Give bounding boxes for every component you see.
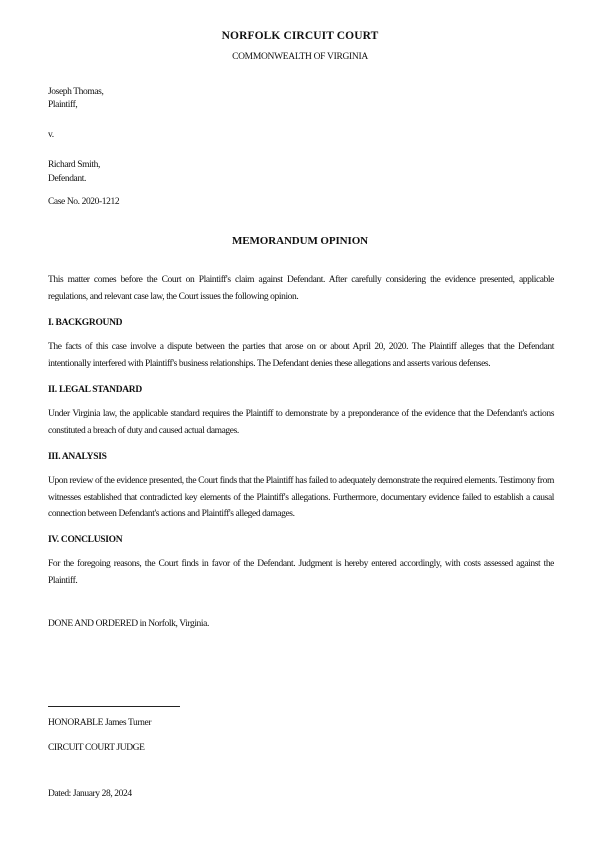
intro-paragraph: This matter comes before the Court on Plaintiff's claim against Defendant. After carefully considering the evidence presented, applicable regulations, and relevant case law, the Court issues the following opinion. bbox=[48, 275, 554, 302]
dated: Dated: January 28, 2024 bbox=[48, 789, 132, 799]
section-heading-background: I. BACKGROUND bbox=[48, 318, 123, 328]
done-and-ordered: DONE AND ORDERED in Norfolk, Virginia. bbox=[48, 619, 209, 629]
case-number: Case No. 2020-1212 bbox=[48, 197, 120, 207]
versus: v. bbox=[48, 130, 54, 140]
opinion-title: MEMORANDUM OPINION bbox=[232, 235, 368, 247]
defendant-role: Defendant. bbox=[48, 174, 86, 184]
section-body-conclusion: For the foregoing reasons, the Court finds in favor of the Defendant. Judgment is hereby entered accordingly, with costs assessed against the Plaintiff. bbox=[48, 559, 554, 586]
section-body-legal-standard: Under Virginia law, the applicable standard requires the Plaintiff to demonstrate by a preponderance of the evidence that the Defendant's actions constituted a breach of duty and caused actual damages. bbox=[48, 409, 554, 436]
plaintiff-role: Plaintiff, bbox=[48, 100, 78, 110]
jurisdiction: COMMONWEALTH OF VIRGINIA bbox=[232, 52, 368, 62]
plaintiff-name: Joseph Thomas, bbox=[48, 87, 104, 97]
judge-name: HONORABLE James Turner bbox=[48, 718, 152, 728]
court-name: NORFOLK CIRCUIT COURT bbox=[221, 30, 379, 42]
section-heading-analysis: III. ANALYSIS bbox=[48, 452, 107, 462]
defendant-name: Richard Smith, bbox=[48, 160, 100, 170]
judge-title: CIRCUIT COURT JUDGE bbox=[48, 743, 145, 753]
signature-line bbox=[48, 706, 180, 707]
section-heading-legal-standard: II. LEGAL STANDARD bbox=[48, 385, 142, 395]
section-body-background: The facts of this case involve a dispute between the parties that arose on or about April 20, 2020. The Plaintiff alleges that the Defendant intentionally interfered with Plaintiff's business relationships. The Defendant denies these allegations and asserts various defenses. bbox=[48, 342, 554, 369]
section-body-analysis: Upon review of the evidence presented, the Court finds that the Plaintiff has failed to adequately demonstrate the required elements. Testimony from witnesses established that contradicted key elements of the Plaintiff's allegations. Furthermore, documentary evidence failed to establish a causal connection between Defendant's actions and Plaintiff's alleged damages. bbox=[48, 476, 554, 519]
section-heading-conclusion: IV. CONCLUSION bbox=[48, 535, 123, 545]
